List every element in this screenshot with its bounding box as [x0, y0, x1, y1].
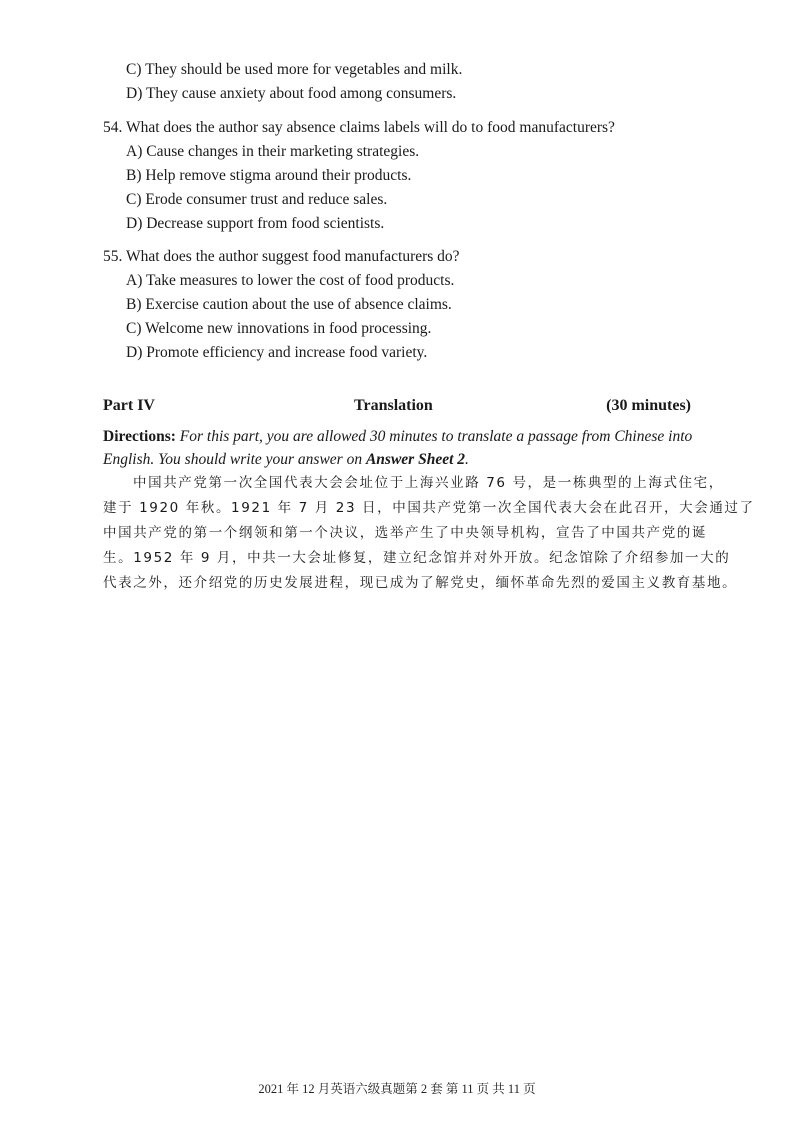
option-text: Promote efficiency and increase food variety.: [146, 344, 428, 361]
question-number: 54.: [103, 119, 123, 136]
option-text: Erode consumer trust and reduce sales.: [145, 191, 388, 208]
footer-text: 2021 年 12 月英语六级真题第 2 套 第 11 页 共 11 页: [258, 1082, 536, 1096]
part-time: (30 minutes): [606, 397, 691, 414]
answer-sheet-ref: Answer Sheet 2: [365, 451, 466, 468]
passage-line: 生。1952 年 9 月，中共一大会址修复，建立纪念馆并对外开放。纪念馆除了介绍参加一大的: [103, 550, 731, 566]
option-letter: A): [126, 143, 143, 160]
q54-option-b: [126, 166, 411, 186]
translation-passage: [103, 471, 755, 596]
directions-text: For this part, you are allowed 30 minutes to translate a passage from Chinese into English. You should write your answer on: [103, 428, 693, 468]
option-text: Decrease support from food scientists.: [146, 215, 385, 232]
option-text: They should be used more for vegetables and milk.: [145, 61, 463, 78]
question-text: What does the author suggest food manufacturers do?: [125, 248, 460, 265]
q55-question: [103, 247, 460, 267]
q53-option-c: [126, 60, 462, 80]
option-text: Welcome new innovations in food processing.: [145, 320, 432, 337]
part-title: Translation: [354, 397, 433, 414]
option-letter: C): [126, 191, 142, 208]
q53-option-d: [126, 84, 456, 104]
option-text: Help remove stigma around their products.: [145, 167, 412, 184]
option-letter: C): [126, 61, 142, 78]
option-text: Take measures to lower the cost of food products.: [145, 272, 455, 289]
passage-line: 代表之外，还介绍党的历史发展进程，现已成为了解党史，缅怀革命先烈的爱国主义教育基地。: [103, 575, 738, 591]
passage-line: 中国共产党第一次全国代表大会会址位于上海兴业路 76 号，是一栋典型的上海式住宅，: [133, 475, 724, 491]
q54-option-c: [126, 190, 387, 210]
q54-question: [103, 118, 615, 138]
question-text: What does the author say absence claims labels will do to food manufacturers?: [125, 119, 615, 136]
directions: [103, 425, 695, 471]
option-letter: D): [126, 215, 143, 232]
directions-end: .: [465, 451, 469, 468]
q55-option-d: [126, 343, 427, 363]
option-letter: C): [126, 320, 142, 337]
part-header: [103, 397, 691, 419]
part-label: Part IV: [103, 397, 155, 414]
option-text: Cause changes in their marketing strategies.: [146, 143, 420, 160]
question-number: 55.: [103, 248, 123, 265]
option-letter: A): [126, 272, 143, 289]
option-text: They cause anxiety about food among consumers.: [145, 85, 457, 102]
q54-option-d: [126, 214, 384, 234]
option-letter: B): [126, 167, 142, 184]
directions-label: Directions:: [103, 428, 176, 445]
page-footer: [0, 1079, 794, 1097]
q55-option-c: [126, 319, 431, 339]
passage-line: 中国共产党的第一个纲领和第一个决议，选举产生了中央领导机构，宣告了中国共产党的诞: [103, 525, 707, 541]
q55-option-b: [126, 295, 452, 315]
option-letter: D): [126, 344, 143, 361]
option-letter: B): [126, 296, 142, 313]
q55-option-a: [126, 271, 454, 291]
option-letter: D): [126, 85, 143, 102]
option-text: Exercise caution about the use of absence claims.: [145, 296, 452, 313]
passage-line: 建于 1920 年秋。1921 年 7 月 23 日，中国共产党第一次全国代表大会在此召开，大会通过了: [103, 500, 755, 516]
q54-option-a: [126, 142, 419, 162]
